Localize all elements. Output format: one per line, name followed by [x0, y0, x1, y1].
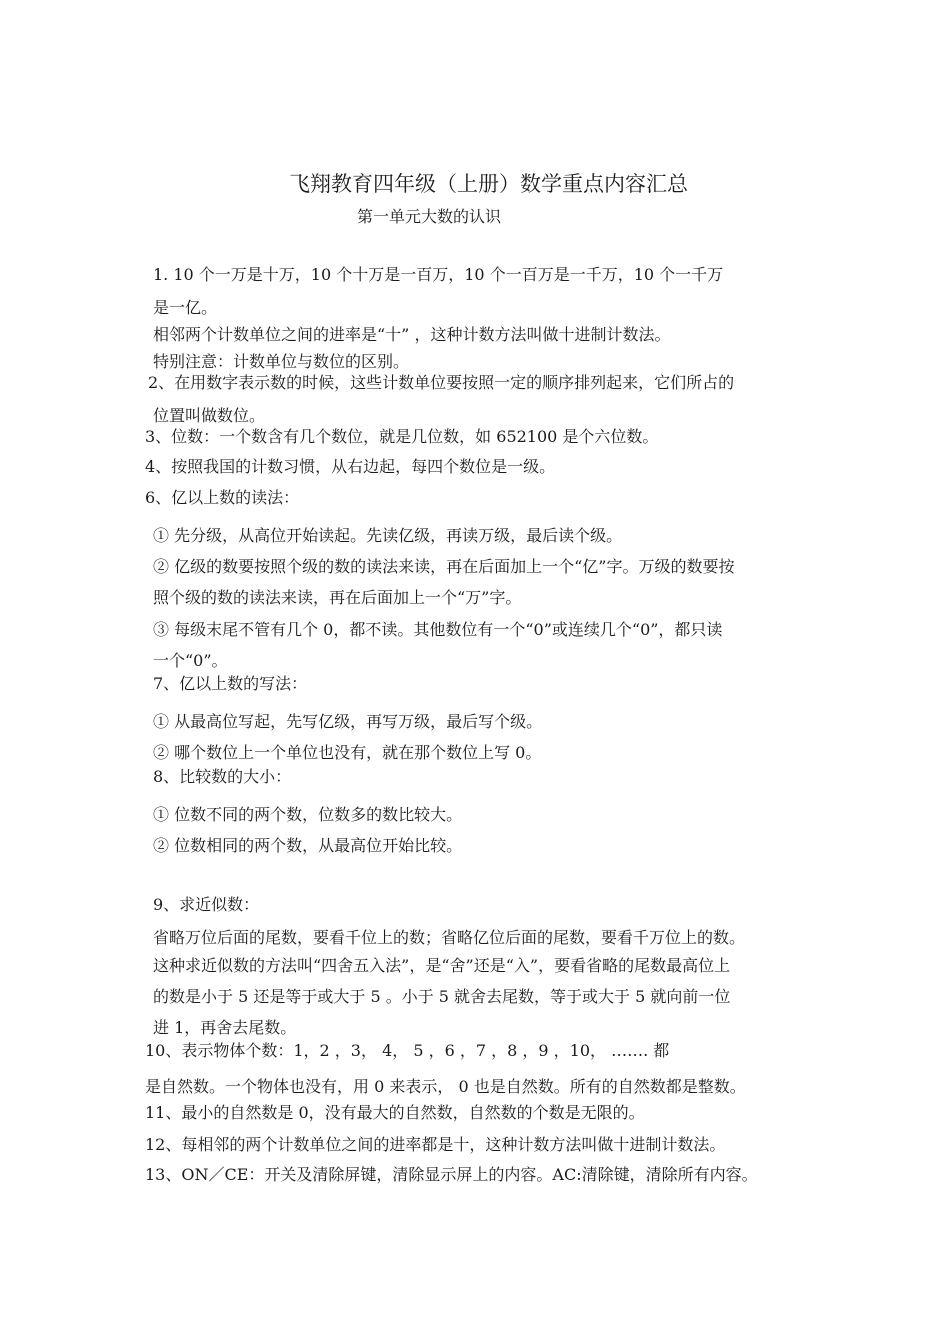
text-line: 10、表示物体个数：1，2 ，3， 4， 5 ，6 ，7 ，8 ，9 ，10， ……. 都	[145, 1041, 670, 1060]
unit-title: 第一单元大数的认识	[357, 207, 502, 226]
text-line: ① 先分级，从高位开始读起。先读亿级，再读万级，最后读个级。	[153, 526, 623, 545]
text-line: 3、位数：一个数含有几个数位，就是几位数，如 652100 是个六位数。	[145, 427, 659, 446]
text-line: 6、亿以上数的读法：	[145, 488, 300, 507]
text-line: 是一亿。	[153, 298, 218, 317]
text-line: 13、ON／CE：开关及清除屏键，清除显示屏上的内容。AC:清除键，清除所有内容。	[145, 1165, 758, 1184]
text-line: 一个“0”。	[153, 651, 228, 670]
text-line: 是自然数。一个物体也没有，用 0 来表示， 0 也是自然数。所有的自然数都是整数。	[145, 1077, 746, 1096]
text-line: 1. 10 个一万是十万，10 个十万是一百万，10 个一百万是一千万，10 个一千万	[153, 265, 724, 284]
text-line: 这种求近似数的方法叫“四舍五入法”，是“舍”还是“入”，要看省略的尾数最高位上	[153, 956, 731, 975]
text-line: 省略万位后面的尾数，要看千位上的数；省略亿位后面的尾数，要看千万位上的数。	[153, 928, 746, 947]
text-line: 9、求近似数：	[153, 895, 260, 914]
text-line: ② 哪个数位上一个单位也没有，就在那个数位上写 0。	[153, 743, 542, 762]
text-line: 4、按照我国的计数习惯，从右边起，每四个数位是一级。	[145, 457, 556, 476]
text-line: 11、最小的自然数是 0，没有最大的自然数，自然数的个数是无限的。	[145, 1103, 645, 1122]
text-line: 位置叫做数位。	[153, 406, 266, 425]
text-line: 12、每相邻的两个计数单位之间的进率都是十，这种计数方法叫做十进制计数法。	[145, 1135, 726, 1154]
text-line: ① 位数不同的两个数，位数多的数比较大。	[153, 805, 463, 824]
page-title: 飞翔教育四年级（上册）数学重点内容汇总	[289, 172, 688, 196]
text-line: ① 从最高位写起，先写亿级，再写万级，最后写个级。	[153, 712, 543, 731]
text-line: 2、在用数字表示数的时候，这些计数单位要按照一定的顺序排列起来，它们所占的	[148, 373, 735, 392]
text-line: 7、亿以上数的写法：	[153, 674, 308, 693]
text-line: 相邻两个计数单位之间的进率是“十” ，这种计数方法叫做十进制计数法。	[153, 325, 671, 344]
text-line: 8、比较数的大小：	[153, 767, 292, 786]
text-line: 照个级的数的读法来读，再在后面加上一个“万”字。	[153, 588, 522, 607]
text-line: 的数是小于 5 还是等于或大于 5 。小于 5 就舍去尾数，等于或大于 5 就向前一位	[153, 987, 731, 1006]
text-line: 特别注意：计数单位与数位的区别。	[153, 352, 410, 371]
text-line: ② 亿级的数要按照个级的数的读法来读，再在后面加上一个“亿”字。万级的数要按	[153, 557, 735, 576]
text-line: 进 1，再舍去尾数。	[153, 1018, 297, 1037]
text-line: ② 位数相同的两个数，从最高位开始比较。	[153, 836, 463, 855]
text-line: ③ 每级末尾不管有几个 0，都不读。其他数位有一个“0”或连续几个“0”，都只读	[153, 620, 723, 639]
